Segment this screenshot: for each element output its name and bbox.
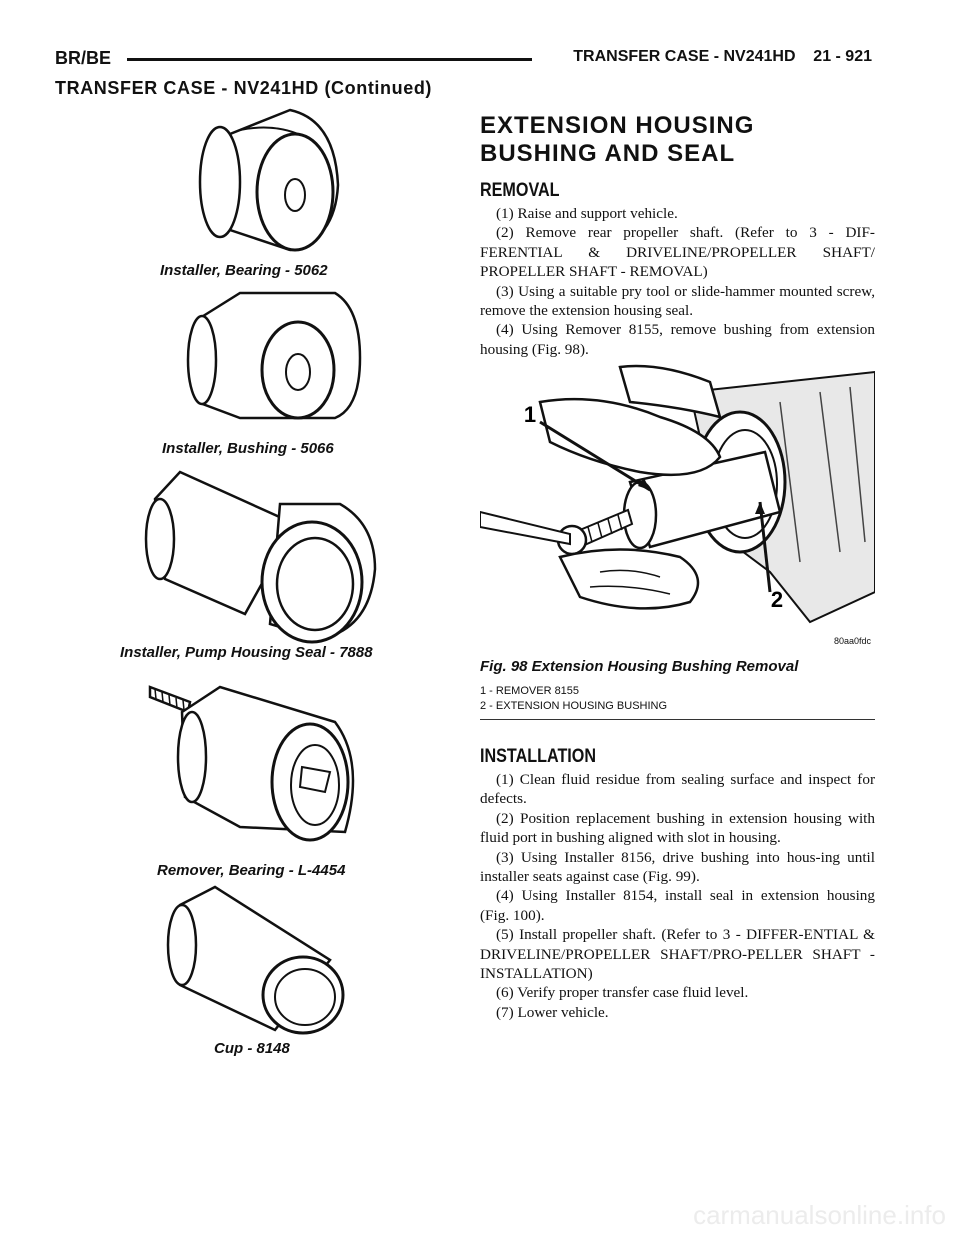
tool-installer-bearing <box>120 100 420 260</box>
removal-step: (1) Raise and support vehicle. <box>496 205 678 222</box>
installation-step: (7) Lower vehicle. <box>496 1003 609 1021</box>
tool-installer-pump-housing-seal <box>120 464 420 644</box>
section-title-line: EXTENSION HOUSING <box>480 112 755 139</box>
removal-heading: REMOVAL <box>480 180 560 201</box>
installation-heading: INSTALLATION <box>480 746 597 767</box>
watermark: carmanualsonline.info <box>693 1200 946 1230</box>
bushing-removal-illustration <box>480 362 875 652</box>
installer-pump-seal-illustration <box>120 464 420 644</box>
installation-steps <box>480 770 875 1022</box>
legend-item: 2 - EXTENSION HOUSING BUSHING <box>480 700 668 712</box>
tool-caption: Installer, Bearing - 5062 <box>160 262 328 279</box>
legend-item: 1 - REMOVER 8155 <box>480 685 580 697</box>
figure-legend <box>480 684 667 714</box>
installation-step: (4) Using Installer 8154, install seal in extension housing (Fig. 100). <box>480 887 875 924</box>
continued-title: TRANSFER CASE - NV241HD (Continued) <box>55 78 433 98</box>
remover-bearing-illustration <box>120 672 420 852</box>
installation-step: (6) Verify proper transfer case fluid level. <box>496 984 749 1002</box>
figure-98 <box>480 362 875 652</box>
tool-caption: Installer, Pump Housing Seal - 7888 <box>120 644 373 661</box>
section-title-line: BUSHING AND SEAL <box>480 140 736 167</box>
removal-step: (3) Using a suitable pry tool or slide-hammer mounted screw, remove the extension housing seal. <box>480 282 875 320</box>
tool-remover-bearing <box>120 672 420 852</box>
tool-installer-bushing <box>120 288 420 428</box>
removal-step: (4) Using Remover 8155, remove bushing from extension housing (Fig. 98). <box>480 321 875 358</box>
section-title <box>480 112 754 168</box>
tool-caption: Remover, Bearing - L-4454 <box>157 862 346 879</box>
installation-step: (2) Position replacement bushing in extension housing with fluid port in bushing aligned with slot in housing. <box>480 809 875 847</box>
tool-cup <box>120 885 420 1035</box>
installation-step: (1) Clean fluid residue from sealing surface and inspect for defects. <box>480 771 875 808</box>
legend-rule <box>480 719 875 720</box>
header-model: BR/BE <box>55 48 112 68</box>
installation-step: (5) Install propeller shaft. (Refer to 3 - DIFFER-ENTIAL & DRIVELINE/PROPELLER SHAFT/PRO-PELLER SHAFT - INSTALLATION) <box>480 926 875 983</box>
figure-id: 80aa0fdc <box>834 636 872 646</box>
removal-step: (2) Remove rear propeller shaft. (Refer to 3 - DIF-FERENTIAL & DRIVELINE/PROPELLER SHAFT/ PROPELLER SHAFT - REMOVAL) <box>480 224 875 281</box>
removal-steps <box>480 204 875 359</box>
installer-bushing-illustration <box>120 288 420 428</box>
page-header <box>55 48 872 74</box>
callout-1: 1 <box>523 402 537 427</box>
cup-illustration <box>120 885 420 1035</box>
callout-2: 2 <box>770 587 784 612</box>
tool-caption: Cup - 8148 <box>214 1040 290 1057</box>
installation-step: (3) Using Installer 8156, drive bushing into hous-ing until installer seats against case (Fig. 99). <box>480 848 875 886</box>
figure-caption: Fig. 98 Extension Housing Bushing Removal <box>480 658 799 675</box>
header-section-page: TRANSFER CASE - NV241HD 21 - 921 <box>573 48 872 65</box>
installer-bearing-illustration <box>120 100 420 260</box>
tool-caption: Installer, Bushing - 5066 <box>162 440 334 457</box>
header-rule <box>127 58 532 61</box>
